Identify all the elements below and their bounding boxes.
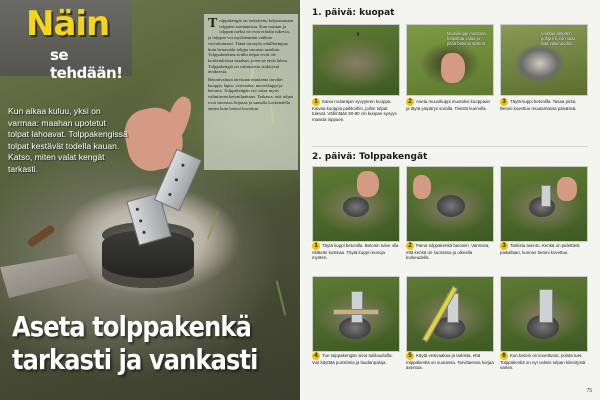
body-paragraph-2: Betonivaluun tarvitaan muutama tarvike: kuoppa, lapio, vesivaaka, muovikuppi ja betonia. Tolppakengän voi valaa myös valmiiseen betonilaattaan. Tarkasta, että tolpat ovat suorassa linjassa ja samalla korkeudella ennen kuin betoni kovettuu. <box>208 77 294 111</box>
step-2-4-caption <box>312 352 400 365</box>
step-number: 5 <box>406 352 414 360</box>
caption-text: Täytä kuppi betonilla. Tasaa pinta. Betoni kovettuu muutamassa päivässä. <box>500 99 577 111</box>
bracket-image <box>351 291 363 323</box>
caption-text: Kaiva routarajan syvyyteen kuoppa. Kaivaa kuoppia paikkoihin, joihin tolpat tulevat. Vähintään 50-80 cm kuopan syvyys maasta riippuen. <box>312 99 397 122</box>
step-2-5-photo <box>406 276 494 352</box>
ruler-icon: ▮ <box>357 31 360 36</box>
caption-text: Kun betoni on kovettunut, poista tuet. Tolppakenkä on nyt valmis tolpan kiinnitystä varten. <box>500 353 586 371</box>
banner-title: Näin <box>26 4 110 44</box>
step-2-5-caption <box>406 352 494 371</box>
step-2-3-caption <box>500 242 588 255</box>
step-2-6-photo <box>500 276 588 352</box>
intro-text: Kun aikaa kuluu, yksi on varmaa: maahan upotetut tolpat lahoavat. Tolppakengissä tolpat kestävät todella kauan. Katso, miten valat kengät tarkasti. <box>8 106 128 174</box>
bracket-image <box>541 185 551 207</box>
support-board-image <box>333 309 379 315</box>
bracket-image <box>539 289 553 323</box>
trowel-image <box>0 254 90 298</box>
body-text-column <box>204 14 298 170</box>
hand-image <box>413 175 431 199</box>
step-number: 2 <box>406 242 414 250</box>
step-2-4-photo <box>312 276 400 352</box>
banner-subtitle: se tehdään! <box>50 46 123 82</box>
caption-text: Tarkista asento. Kenkä on pidettävä paikallaan, kunnes betoni kovettuu. <box>500 243 580 255</box>
step-number: 2 <box>406 98 414 106</box>
step-number: 1 <box>312 242 320 250</box>
hand-image <box>357 171 379 197</box>
step-2-1-caption <box>312 242 400 261</box>
grass-blade <box>276 280 287 315</box>
body-paragraph-1: olppakengät on tarkoitettu helpottamaan tolppien asentamista. Kun taustan ja tolppan tueksi ne ovat erittäin tukevia, ja tolppaa voi myöhemmin vaihtaa vaivattomasti. Tämä on myös edullisempaa kuin betonoida tolppa suoraan maahan. Tolppakenkien avulla tolpat eivät ole kosketuksissa maahan, joten ne eivät lahoa. Tolppakengät on valmistettu sinkitystä teräksestä. <box>208 18 294 75</box>
photo-note-1: Muovikuppi muotona helpottaa valua ja pitää betonin siistinä. <box>447 31 487 46</box>
section-2-heading: 2. päivä: Tolppakengät <box>312 152 428 162</box>
step-number: 3 <box>500 98 508 106</box>
step-1-1-photo <box>312 24 400 96</box>
step-number: 3 <box>500 242 508 250</box>
post-image <box>343 197 369 217</box>
step-1-1-caption <box>312 98 400 122</box>
page-number: 75 <box>586 388 592 394</box>
caption-text: Tue tolppakengän sivut tukilaudoilla. Voit käyttää puristimia ja laudanpaloja. <box>312 353 393 365</box>
trowel-handle-image <box>26 224 55 248</box>
post-image <box>437 195 465 217</box>
step-number: 4 <box>312 352 320 360</box>
step-2-6-caption <box>500 352 588 371</box>
step-number: 6 <box>500 352 508 360</box>
headline: Aseta tolppakenkä tarkasti ja vankasti <box>12 310 258 376</box>
step-2-3-photo <box>500 166 588 242</box>
dropcap: T <box>208 16 218 31</box>
caption-text: Käytä vesivaakaa ja tarkista, että tolppakenkä on suorassa. Tarvittaessa korjaa asentoa. <box>406 353 494 371</box>
caption-text: Paina tolppakenkä betoniin. Varmista, että kenkä on suorassa ja oikealla korkeudella. <box>406 243 490 261</box>
hand-image <box>557 177 577 201</box>
step-1-3-caption <box>500 98 588 111</box>
section-1-heading: 1. päivä: kuopat <box>312 8 395 18</box>
step-1-2-photo <box>406 24 494 96</box>
hand-image <box>441 53 465 83</box>
caption-text: Täytä kuppi betonilla. Betonin tulee olla riittävän kosteaa. Täytä kuppi reunoja myöten. <box>312 243 399 261</box>
photo-note-2: Leikkaa ämpärin pohja irti, niin saat siitä valumuodon. <box>541 31 575 46</box>
step-2-2-caption <box>406 242 494 261</box>
caption-text: Aseta muovikuppi muotoksi kuoppaan ja täytä ympärys soralla. Tiivistä kunnolla. <box>406 99 490 111</box>
grass-blade <box>207 211 219 240</box>
step-2-2-photo <box>406 166 494 242</box>
step-1-2-caption <box>406 98 494 111</box>
step-2-1-photo <box>312 166 400 242</box>
step-number: 1 <box>312 98 320 106</box>
banner <box>0 0 132 82</box>
section-divider <box>312 146 588 147</box>
right-page <box>300 0 600 400</box>
step-1-3-photo <box>500 24 588 96</box>
